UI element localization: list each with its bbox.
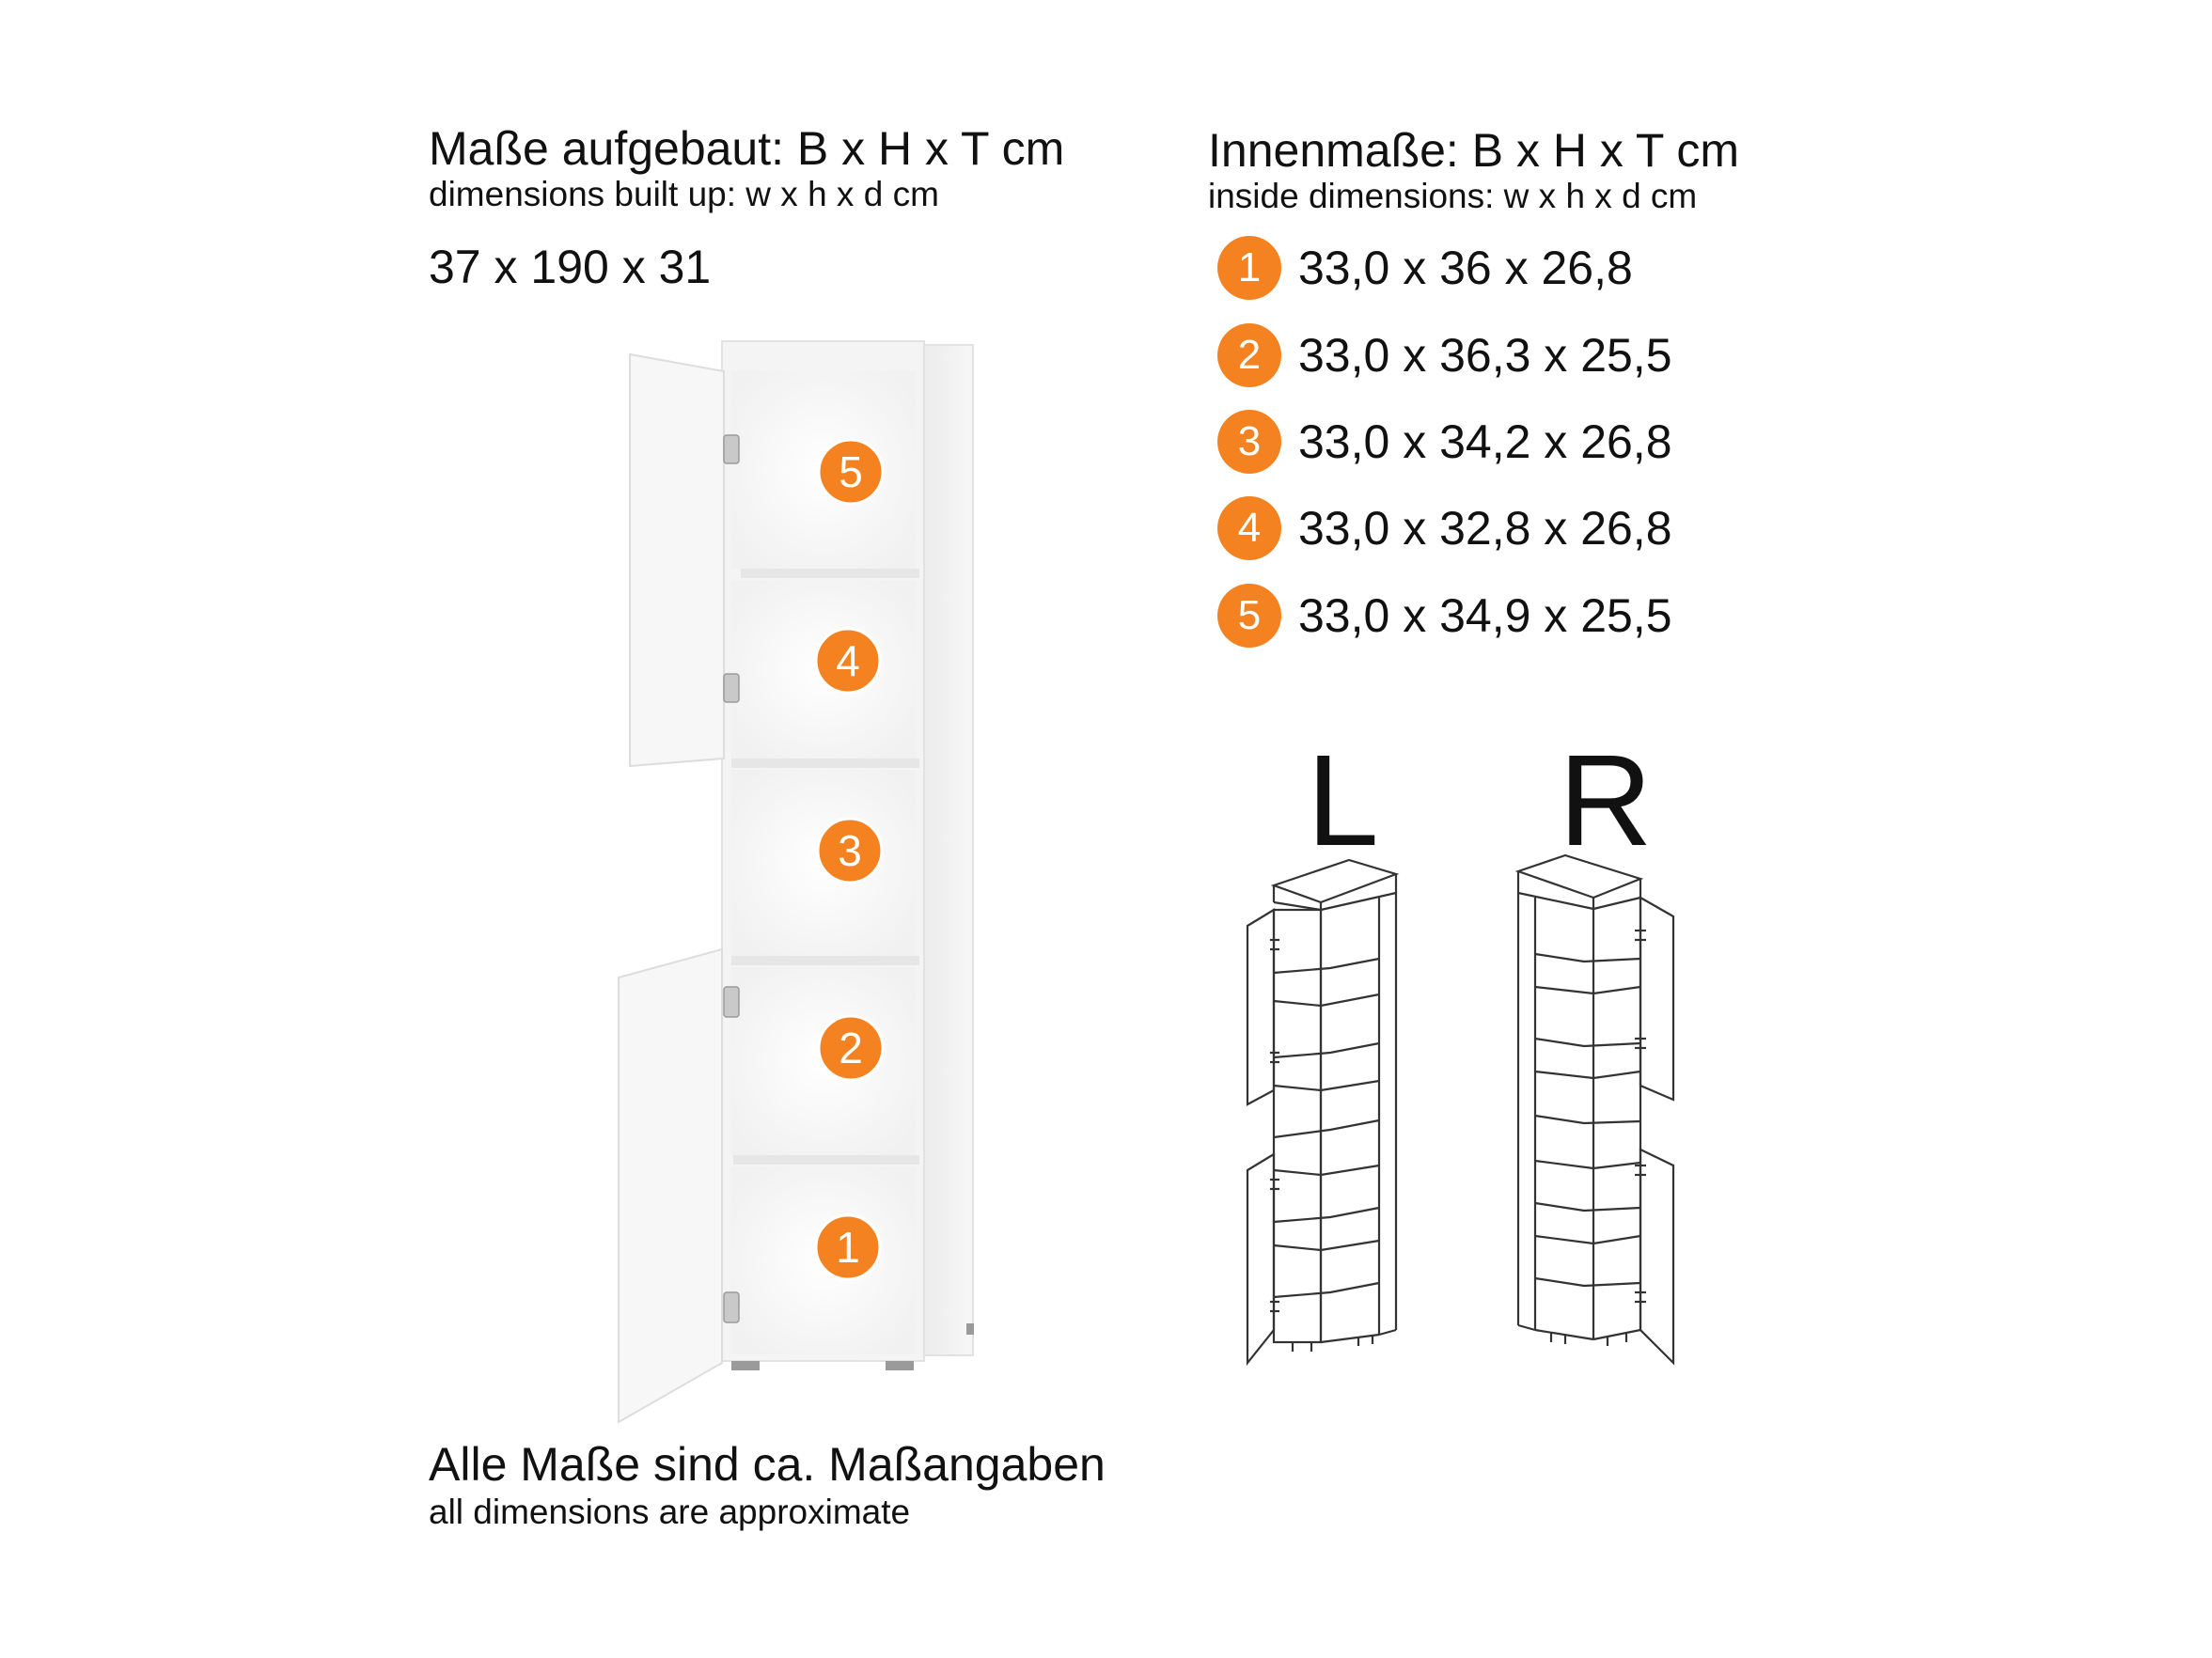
outer-dimensions-title-de: Maße aufgebaut: B x H x T cm [429,122,1065,175]
inside-dimension-row [1217,235,1633,301]
compartment-dimensions: 33,0 x 34,2 x 26,8 [1298,415,1672,468]
hinge [724,435,739,463]
shelf [733,1155,919,1165]
cabinet-foot [966,1323,974,1335]
inside-dimension-row [1217,495,1672,561]
svg-text:2: 2 [839,1024,863,1072]
hinge [724,674,739,702]
compartment-dimensions: 33,0 x 34,9 x 25,5 [1298,589,1672,642]
approximate-note-de: Alle Maße sind ca. Maßangaben [429,1438,1106,1491]
compartment-dimensions: 33,0 x 36,3 x 25,5 [1298,329,1672,382]
compartment-number-badge: 3 [1217,410,1281,474]
left-hinged-variant-drawing [1227,855,1415,1372]
hinge [724,987,739,1017]
upper-door [630,354,724,766]
cabinet-foot [731,1361,760,1370]
inside-dimensions-title-en: inside dimensions: w x h x d cm [1208,177,1698,215]
shelf [731,956,919,965]
outer-dimensions-title-en: dimensions built up: w x h x d cm [429,175,939,213]
svg-text:4: 4 [836,636,860,685]
approximate-note-en: all dimensions are approximate [429,1493,911,1531]
svg-text:1: 1 [836,1223,860,1272]
compartment-number-badge: 5 [1217,584,1281,648]
compartment-label-3 [818,819,882,883]
compartment-label-1 [816,1215,880,1279]
compartment-label-2 [819,1016,883,1080]
compartment-dimensions: 33,0 x 32,8 x 26,8 [1298,502,1672,555]
inside-dimensions-title-de: Innenmaße: B x H x T cm [1208,124,1740,177]
inside-dimension-row [1217,322,1672,388]
compartment-number-badge: 1 [1217,236,1281,300]
shelf [731,759,919,768]
shelf [741,569,919,578]
lower-door [619,949,722,1422]
compartment-dimensions: 33,0 x 36 x 26,8 [1298,242,1633,294]
compartment-number-badge: 2 [1217,323,1281,387]
cabinet-side-panel [924,345,973,1355]
compartment-number-badge: 4 [1217,496,1281,560]
variant-left-label: L [1307,728,1379,873]
compartment-label-5 [819,440,883,504]
svg-text:5: 5 [839,447,863,496]
inside-dimension-row [1217,409,1672,475]
cabinet-foot [886,1361,914,1370]
svg-text:3: 3 [838,826,862,875]
right-hinged-variant-drawing [1509,851,1697,1368]
outer-dimensions-value: 37 x 190 x 31 [429,241,712,293]
hinge [724,1292,739,1322]
inside-dimension-row [1217,583,1672,649]
variant-right-label: R [1559,728,1653,873]
compartment-label-4 [816,629,880,693]
cabinet-illustration [602,334,1006,1433]
